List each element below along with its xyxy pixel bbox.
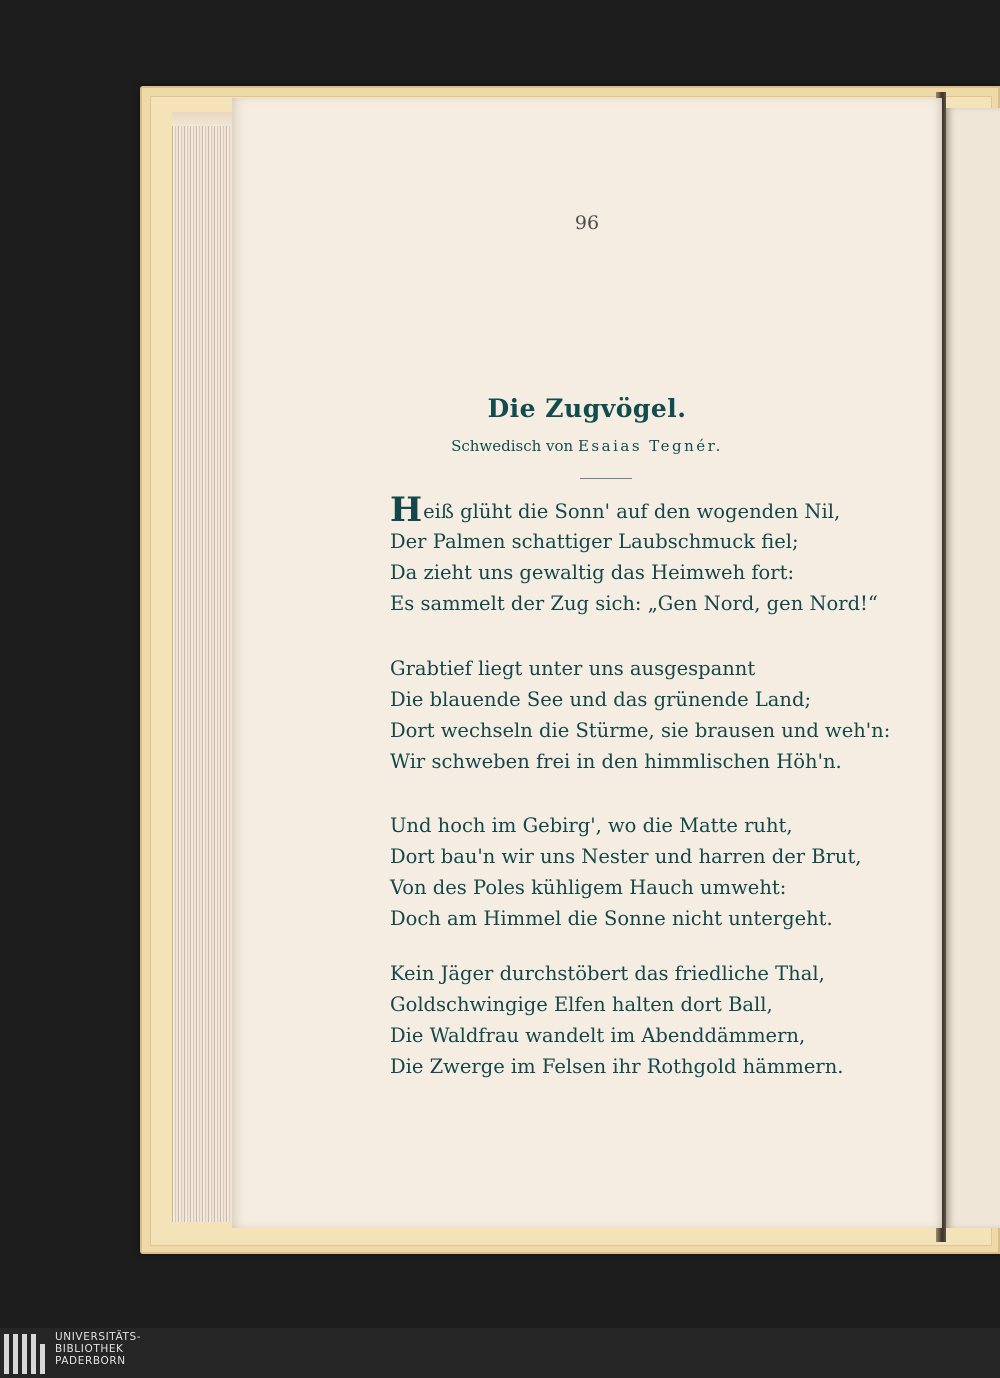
subtitle-prefix: Schwedisch von [451,437,578,455]
poem-line: Es sammelt der Zug sich: „Gen Nord, gen Nord!“ [390,592,878,615]
poem-line: Von des Poles kühligem Hauch umweht: [390,876,787,899]
stanza-4 [390,958,890,1082]
book-page [232,98,942,1228]
poem-title: Die Zugvögel. [487,394,687,423]
poem-line: Der Palmen schattiger Laubschmuck fiel; [390,530,799,553]
subtitle-author: Esaias Tegnér. [577,437,723,455]
logo-line-1: UNIVERSITÄTS- [55,1331,142,1343]
poem-line: Die Zwerge im Felsen ihr Rothgold hämmern. [390,1055,844,1078]
poem-line [390,490,890,530]
title-divider [580,478,632,479]
logo-line-3: PADERBORN [55,1355,126,1367]
poem-line: Wir schweben frei in den himmlischen Höh'n. [390,750,842,773]
page-edges [172,112,239,1222]
page-number: 96 [574,212,600,234]
stanza-3 [390,810,890,934]
facing-page-sliver [946,108,1000,1228]
poem-line: Und hoch im Gebirg', wo die Matte ruht, [390,814,793,837]
footer-bar [0,1328,1000,1378]
poem-line: Grabtief liegt unter uns ausgespannt [390,657,756,680]
poem-line: Die blauende See und das grünende Land; [390,688,812,711]
poem-line: Die Waldfrau wandelt im Abenddämmern, [390,1024,806,1047]
poem-line: Doch am Himmel die Sonne nicht untergeht. [390,907,833,930]
poem-line: Dort bau'n wir uns Nester und harren der Brut, [390,845,862,868]
poem-line-text: eiß glüht die Sonn' auf den wogenden Nil, [423,500,841,523]
library-logo-text [55,1331,141,1367]
library-logo-icon [4,1334,48,1374]
poem-line: Dort wechseln die Stürme, sie brausen und weh'n: [390,719,891,742]
logo-line-2: BIBLIOTHEK [55,1343,124,1355]
poem-line: Goldschwingige Elfen halten dort Ball, [390,993,773,1016]
poem-line: Da zieht uns gewaltig das Heimweh fort: [390,561,795,584]
poem-subtitle [232,437,942,455]
drop-cap: H [390,490,423,530]
page-edges-top [172,112,238,126]
stanza-1 [390,490,890,619]
poem-line: Kein Jäger durchstöbert das friedliche Thal, [390,962,825,985]
stanza-2 [390,653,890,777]
